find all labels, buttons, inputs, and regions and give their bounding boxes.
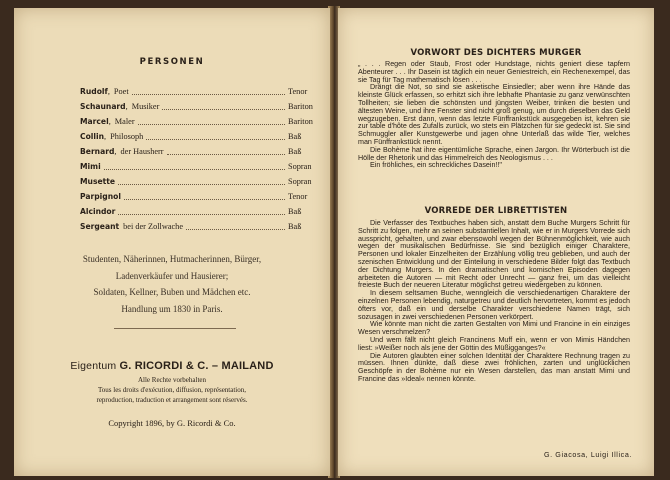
- cast-voice: Tenor: [288, 87, 308, 96]
- cast-name: Parpignol: [80, 192, 121, 201]
- cast-row: [80, 174, 314, 189]
- cast-name: Schaunard: [80, 102, 126, 111]
- cast-name: Musette: [80, 177, 116, 186]
- cast-role: Maler: [114, 117, 135, 126]
- rights-line: Tous les droits d'exécution, diffusion, représentation,: [97, 386, 246, 394]
- rights-notice: [14, 375, 330, 405]
- cast-role: Musiker: [131, 102, 160, 111]
- cast-row: [80, 219, 314, 234]
- chorus-line: Handlung um 1830 in Paris.: [121, 303, 223, 314]
- cast-row: [80, 159, 314, 174]
- cast-name: Bernard: [80, 147, 115, 156]
- rights-line: Alle Rechte vorbehalten: [137, 376, 207, 384]
- left-page: [14, 8, 330, 476]
- cast-role: Poet: [113, 87, 129, 96]
- copyright-line: Copyright 1896, by G. Ricordi & Co.: [108, 418, 236, 428]
- paragraph: Und wem fällt nicht gleich Francinens Muff ein, wenn er von Mimis Händchen liest: »Weißer noch als jene der Göttin des Müßigganges?«: [358, 335, 630, 352]
- divider: [114, 328, 236, 329]
- cast-name: Sergeant: [80, 222, 120, 231]
- cast-voice: Bariton: [288, 117, 313, 126]
- cast-row: Collin , Philosoph Baß: [80, 129, 314, 144]
- vorwort-text: [358, 61, 630, 170]
- chorus-line: Ladenverkäufer und Hausierer;: [115, 270, 229, 281]
- cast-voice: Sopran: [288, 177, 312, 186]
- paragraph: „ . . . Regen oder Staub, Frost oder Hundstage, nichts geniert diese tapfern Abenteurer . . . Ihr Dasein ist täglich ein neuer Geniestreich, ein Rechenexempel, das sie Tag für Tag mathematisch lösen . . .: [358, 60, 630, 84]
- chorus-description: [14, 251, 330, 317]
- right-page: [338, 8, 654, 476]
- cast-list: [80, 84, 314, 234]
- publisher-line: [14, 360, 330, 372]
- paragraph: Die Bohème hat ihre eigentümliche Sprache, einen Jargon. Ihr Wörterbuch ist die Hölle der Rhetorik und das Himmelreich des Neologismus . . .: [358, 145, 630, 162]
- cast-voice: Tenor: [288, 192, 308, 201]
- paragraph: In diesem seltsamen Buche, wenngleich die verschiedenartigen Charaktere der einzelnen Personen lebendig, naturgetreu und deutlich hervortreten, kommt es jedoch öfters vor, daß ein und derselbe Charakter verschiedene Namen trägt, sich sozusagen in zwei verschiedenen Personen verkörpert.: [358, 289, 630, 321]
- cast-row: [80, 189, 314, 204]
- cast-row: [80, 204, 314, 219]
- cast-voice: Baß: [288, 222, 302, 231]
- cast-voice: Baß: [288, 207, 302, 216]
- personen-heading: PERSONEN: [139, 57, 205, 67]
- paragraph: Drängt die Not, so sind sie asketische Einsiedler; aber wenn ihre Hände das kleinste Glück erfassen, so erhitzt sich ihre lebhafte Phantasie zu ganz verwünschten Tollheiten; sie lieben die schönsten und jüngsten Weiber, trinken die besten und ältesten Weine, und ihre Fenster sind nicht groß genug, um durch dieselben das Geld wegzugeben. Erst dann, wenn das letzte Fünffrankstück ausgegeben ist, kehren sie zur table d'hôte des Zufalls zurück, wo stets ein Plätzchen für sie gedeckt ist. Sie sind Schmuggler aller Kunstgewerbe und jagen ohne Unterlaß das wilde Tier, welches man Fünffrankstück nennt.: [358, 83, 630, 146]
- cast-name: Marcel: [80, 117, 109, 126]
- rights-line: reproduction, traduction et arrangement sont réservés.: [96, 396, 248, 404]
- cast-name: Collin: [80, 132, 105, 141]
- cast-name: Mimi: [80, 162, 101, 171]
- cast-voice: Baß: [288, 147, 302, 156]
- chorus-line: Soldaten, Kellner, Buben und Mädchen etc.: [93, 287, 251, 297]
- cast-row: Bernard , der Hausherr Baß: [80, 144, 314, 159]
- paragraph: Die Verfasser des Textbuches haben sich, anstatt dem Buche Murgers Schritt für Schritt zu folgen, mehr an seinen substantiellen Inhalt, wie er in Murgers Vorrede sich ausspricht, gehalten, und zwar ebensowohl wegen der Bühnenmöglichkeit, wie auch wegen der musikalischen Bedürfnisse. Sie sind bezüglich einiger Charaktere, Personen und lokaler Einzelheiten der Erzählung völlig treu geblieben, und auch der szenischen Entwicklung und der Einteilung in verschiedene Bilder folgt das Textbuch der Dichtung Murgers. In den dramatischen und komischen Episoden dagegen arbeiteten die Autoren — mit Recht oder Unrecht — ganz frei, um das vielleicht freieste Buch der neueren Literatur möglichst getreu wiedergeben zu können.: [358, 219, 630, 290]
- vorrede-heading: VORREDE DER LIBRETTISTEN: [424, 206, 568, 216]
- cast-role: bei der Zollwache: [123, 222, 184, 231]
- signature: G. Giacosa, Luigi Illica.: [543, 451, 632, 459]
- cast-role: der Hausherr: [120, 147, 164, 156]
- cast-name: Rudolf: [80, 87, 108, 96]
- cast-voice: Bariton: [288, 102, 313, 111]
- chorus-line: Studenten, Näherinnen, Hutmacherinnen, Bürger,: [82, 254, 262, 264]
- eigentum-label: Eigentum: [70, 360, 117, 372]
- cast-row: Schaunard , Musiker Bariton: [80, 99, 314, 114]
- vorrede-text: [358, 220, 630, 384]
- paragraph: Wie könnte man nicht die zarten Gestalten von Mimi und Francine in ein einziges Wesen verschmelzen?: [358, 320, 630, 337]
- paragraph: Ein fröhliches, ein schreckliches Dasein!!": [370, 161, 502, 170]
- publisher-name: G. RICORDI & C. – MAILAND: [119, 360, 274, 372]
- cast-voice: Baß: [288, 132, 302, 141]
- cast-role: Philosoph: [110, 132, 144, 141]
- cast-row: Marcel , Maler Bariton: [80, 114, 314, 129]
- cast-voice: Sopran: [288, 162, 312, 171]
- cast-name: Alcindor: [80, 207, 116, 216]
- vorwort-heading: VORWORT DES DICHTERS MURGER: [410, 48, 582, 58]
- cast-row: Rudolf , Poet Tenor: [80, 84, 314, 99]
- paragraph: Die Autoren glaubten einer solchen Identität der Charaktere Rechnung tragen zu müssen. Ihnen dünkte, daß diese zwei fröhlichen, zarten und unglücklichen Geschöpfe in der Bohème nur ein Wesen darstellen, das man anstatt Mimi und Francine das »Ideal« nennen könnte.: [358, 351, 630, 383]
